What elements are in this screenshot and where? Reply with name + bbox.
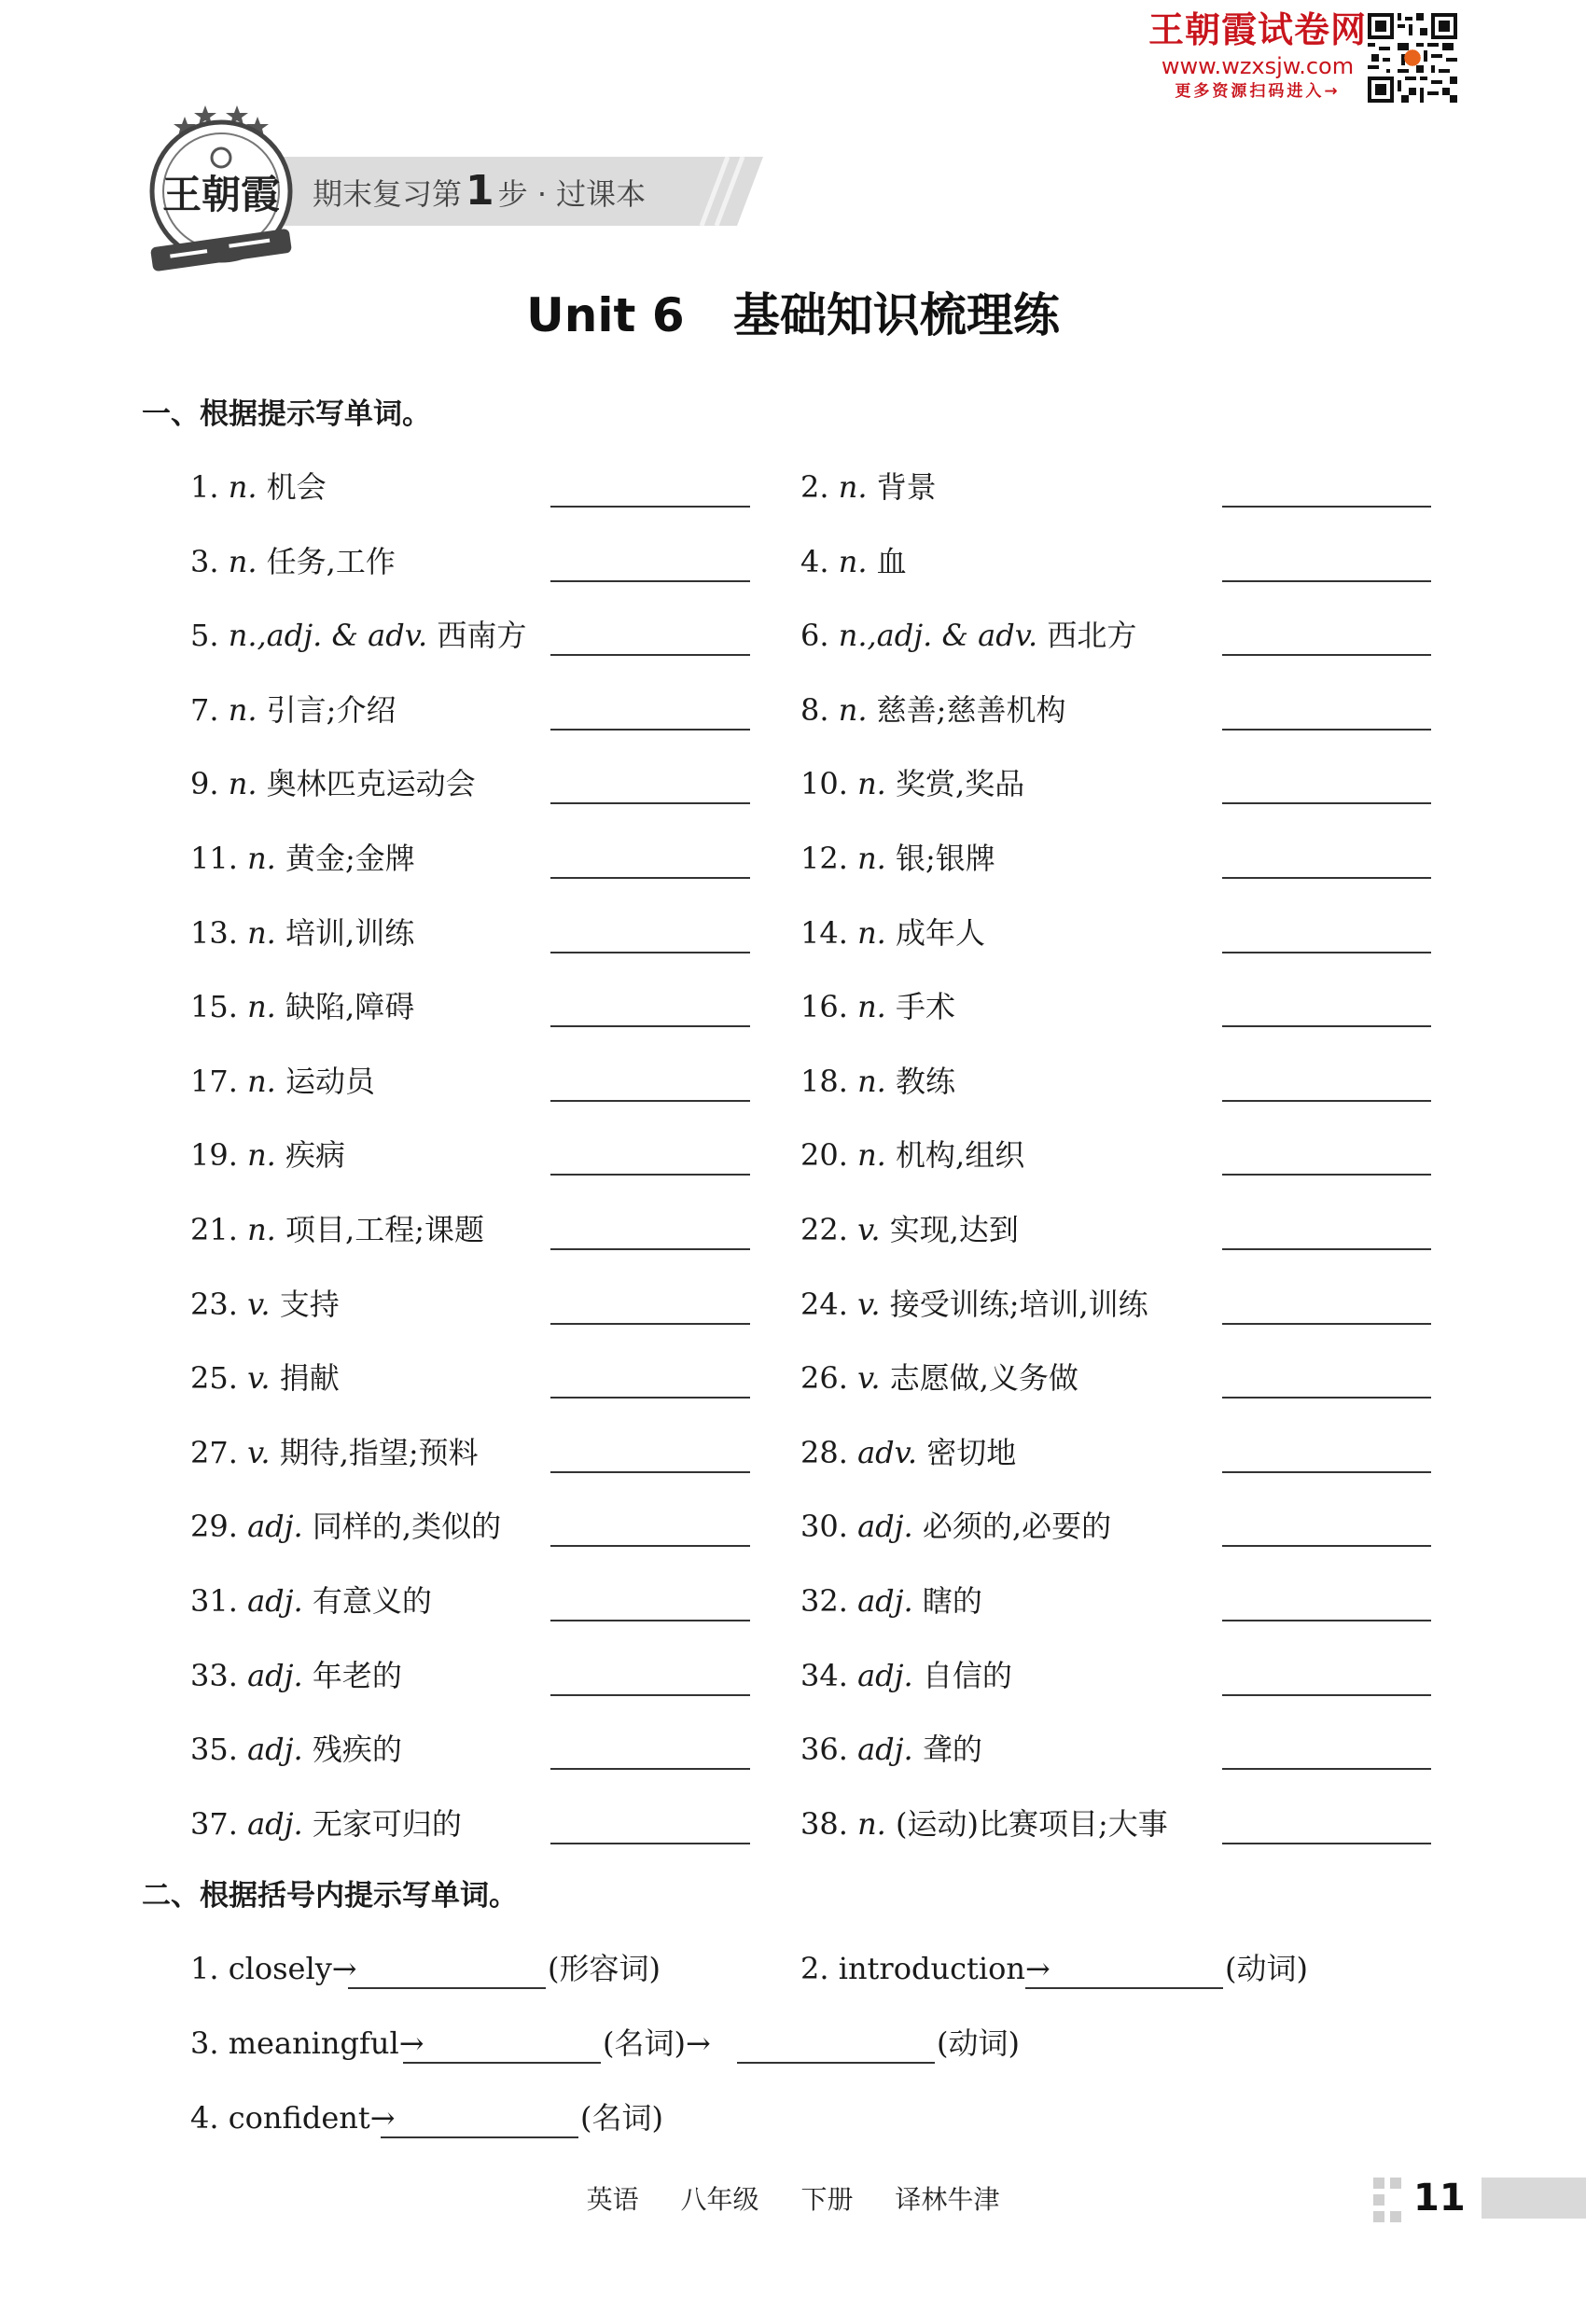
answer-blank[interactable] [1222, 630, 1431, 656]
item-meaning: 奖赏,奖品 [896, 766, 1025, 801]
answer-blank[interactable] [1222, 704, 1431, 731]
word-item [190, 1063, 375, 1100]
item-number: 34. [800, 1658, 848, 1693]
answer-blank[interactable] [1222, 1224, 1431, 1250]
item-number: 8. [800, 692, 829, 728]
answer-blank[interactable] [1222, 1818, 1431, 1844]
word-item [190, 1136, 345, 1174]
item-number: 29. [190, 1509, 238, 1544]
item-number: 9. [190, 766, 219, 801]
word-item [800, 1434, 1016, 1471]
word-item [190, 1508, 501, 1545]
item-number: 20. [800, 1137, 848, 1173]
word-item [800, 914, 985, 952]
brand-url: www.wzxsjw.com [1161, 53, 1355, 79]
item-number: 3. [190, 544, 219, 579]
answer-blank[interactable] [550, 630, 750, 656]
answer-blank[interactable] [550, 1149, 750, 1176]
item-meaning: 密切地 [926, 1435, 1017, 1470]
part-of-speech: n. [857, 841, 886, 876]
item-meaning: 年老的 [312, 1658, 402, 1693]
answer-blank[interactable] [550, 481, 750, 508]
item-number: 23. [190, 1287, 238, 1322]
item-number: 22. [800, 1212, 848, 1247]
answer-blank[interactable] [1222, 1149, 1431, 1176]
item-meaning: 支持 [279, 1287, 340, 1322]
item-number: 14. [800, 915, 848, 951]
page-deco [1390, 2211, 1401, 2222]
word-item [190, 1211, 484, 1248]
part-of-speech: n. [247, 989, 276, 1024]
section2-item-2: 2. introduction→ [800, 1951, 1050, 1986]
item-meaning: 奥林匹克运动会 [266, 766, 476, 801]
part-of-speech: v. [247, 1360, 271, 1396]
part-of-speech: n.,adj. & adv. [838, 618, 1038, 653]
part-of-speech: n. [857, 1806, 886, 1842]
part-of-speech: v. [247, 1435, 271, 1470]
answer-blank[interactable] [1222, 853, 1431, 879]
item-meaning: 引言;介绍 [266, 692, 396, 728]
word-item [800, 1582, 982, 1620]
answer-blank[interactable] [550, 927, 750, 953]
word-item [190, 988, 414, 1025]
section2-item-4-blank[interactable] [381, 2112, 578, 2138]
word-item [800, 765, 1024, 802]
section2-item-1-blank[interactable] [348, 1963, 546, 1989]
word-item [800, 1286, 1148, 1323]
part-of-speech: n. [228, 692, 257, 728]
item-meaning: 培训,训练 [285, 915, 415, 951]
word-item [800, 840, 995, 877]
part-of-speech: n. [228, 544, 257, 579]
answer-blank[interactable] [1222, 481, 1431, 508]
item-meaning: 西北方 [1047, 618, 1137, 653]
part-of-speech: adj. [857, 1509, 913, 1544]
item-meaning: 黄金;金牌 [285, 841, 415, 876]
item-meaning: 有意义的 [312, 1583, 432, 1619]
answer-blank[interactable] [1222, 778, 1431, 804]
item-number: 13. [190, 915, 238, 951]
footer-term: 下册 [800, 2184, 854, 2215]
part-of-speech: n. [247, 841, 276, 876]
item-meaning: 血 [876, 544, 907, 579]
word-item [800, 468, 937, 506]
answer-blank[interactable] [550, 1595, 750, 1621]
wangzhaoxia-logo [138, 98, 304, 275]
page-deco [1390, 2178, 1401, 2189]
item-meaning: 运动员 [285, 1064, 376, 1099]
word-item [190, 914, 414, 952]
item-number: 1. [190, 469, 219, 505]
section2-item-1: 1. closely→ [190, 1951, 357, 1986]
part-of-speech: n. [247, 915, 276, 951]
item-meaning: 聋的 [922, 1732, 982, 1767]
part-of-speech: n. [838, 692, 868, 728]
part-of-speech: adj. [247, 1509, 303, 1544]
part-of-speech: n. [247, 1212, 276, 1247]
page-deco [1373, 2211, 1384, 2222]
footer-info [0, 2179, 1586, 2217]
section2-item-2-blank[interactable] [1025, 1963, 1223, 1989]
item-number: 30. [800, 1509, 848, 1544]
part-of-speech: adv. [857, 1435, 918, 1470]
answer-blank[interactable] [1222, 1447, 1431, 1473]
answer-blank[interactable] [550, 704, 750, 731]
item-meaning: 西南方 [437, 618, 527, 653]
word-item [190, 1805, 462, 1843]
svg-text:王朝霞: 王朝霞 [161, 172, 281, 217]
banner-post: 步 · 过课本 [497, 176, 647, 212]
section2-item-3-hint-b: (动词) [937, 2025, 1020, 2061]
item-meaning: 缺陷,障碍 [285, 989, 415, 1024]
word-item [800, 988, 955, 1025]
answer-blank[interactable] [1222, 927, 1431, 953]
word-item [190, 840, 415, 877]
item-number: 31. [190, 1583, 238, 1619]
item-number: 11. [190, 841, 238, 876]
page-title: Unit 6 基础知识梳理练 [526, 288, 1060, 342]
page-number-bar [1482, 2178, 1586, 2219]
section2-item-1-hint: (形容词) [548, 1951, 661, 1986]
word-item [190, 1582, 432, 1620]
item-meaning: 期待,指望;预料 [279, 1435, 479, 1470]
item-meaning: 同样的,类似的 [312, 1509, 502, 1544]
section2-item-2-hint: (动词) [1225, 1951, 1308, 1986]
item-number: 16. [800, 989, 848, 1024]
word-item [800, 1063, 955, 1100]
word-item [190, 1434, 479, 1471]
answer-blank[interactable] [550, 1744, 750, 1770]
section1-heading: 一、根据提示写单词。 [142, 397, 431, 431]
item-number: 18. [800, 1064, 848, 1099]
answer-blank[interactable] [1222, 1076, 1431, 1102]
word-item [190, 1359, 340, 1397]
part-of-speech: adj. [247, 1658, 303, 1693]
item-number: 32. [800, 1583, 848, 1619]
section2-heading: 二、根据括号内提示写单词。 [142, 1879, 518, 1913]
word-item [190, 543, 396, 580]
part-of-speech: n. [857, 915, 886, 951]
item-number: 26. [800, 1360, 848, 1396]
item-meaning: 成年人 [896, 915, 986, 951]
item-number: 35. [190, 1732, 238, 1767]
answer-blank[interactable] [1222, 1670, 1431, 1696]
item-meaning: 教练 [896, 1064, 956, 1099]
section2-item-3-hint-a: (名词)→ [603, 2025, 711, 2061]
item-meaning: 实现,达到 [889, 1212, 1019, 1247]
answer-blank[interactable] [550, 556, 750, 582]
answer-blank[interactable] [550, 1670, 750, 1696]
part-of-speech: n. [857, 1064, 886, 1099]
answer-blank[interactable] [1222, 1744, 1431, 1770]
answer-blank[interactable] [550, 853, 750, 879]
word-item [800, 1359, 1078, 1397]
section2-item-3: 3. meaningful→ [190, 2025, 424, 2061]
part-of-speech: adj. [247, 1732, 303, 1767]
part-of-speech: adj. [857, 1583, 913, 1619]
item-number: 4. [800, 544, 829, 579]
word-item [190, 1657, 402, 1694]
item-number: 6. [800, 618, 829, 653]
answer-blank[interactable] [1222, 1001, 1431, 1027]
word-item [800, 1657, 1012, 1694]
section2-item-4-hint: (名词) [580, 2100, 663, 2136]
word-item [190, 468, 327, 506]
answer-blank[interactable] [550, 1372, 750, 1399]
item-number: 10. [800, 766, 848, 801]
word-item [800, 1136, 1024, 1174]
item-meaning: (运动)比赛项目;大事 [896, 1806, 1168, 1842]
item-number: 5. [190, 618, 219, 653]
item-meaning: 手术 [896, 989, 956, 1024]
item-meaning: 无家可归的 [312, 1806, 462, 1842]
part-of-speech: n. [857, 1137, 886, 1173]
part-of-speech: v. [857, 1360, 881, 1396]
item-number: 2. [800, 469, 829, 505]
item-number: 24. [800, 1287, 848, 1322]
item-meaning: 必须的,必要的 [922, 1509, 1112, 1544]
answer-blank[interactable] [1222, 1299, 1431, 1325]
answer-blank[interactable] [550, 1818, 750, 1844]
word-item [800, 691, 1065, 729]
item-meaning: 机会 [266, 469, 327, 505]
word-item [800, 617, 1136, 654]
page-deco [1373, 2178, 1384, 2189]
item-number: 38. [800, 1806, 848, 1842]
answer-blank[interactable] [1222, 1521, 1431, 1547]
word-item [800, 1731, 982, 1768]
word-item [190, 617, 526, 654]
qr-code-icon [1368, 13, 1457, 103]
part-of-speech: n. [857, 989, 886, 1024]
item-meaning: 银;银牌 [896, 841, 995, 876]
item-number: 37. [190, 1806, 238, 1842]
answer-blank[interactable] [550, 1521, 750, 1547]
answer-blank[interactable] [1222, 1595, 1431, 1621]
word-item [800, 1508, 1111, 1545]
item-meaning: 自信的 [922, 1658, 1012, 1693]
section2-item-4: 4. confident→ [190, 2100, 396, 2136]
answer-blank[interactable] [550, 1001, 750, 1027]
word-item [800, 543, 907, 580]
part-of-speech: n. [228, 766, 257, 801]
item-number: 27. [190, 1435, 238, 1470]
part-of-speech: n. [838, 469, 868, 505]
item-meaning: 慈善;慈善机构 [876, 692, 1066, 728]
item-meaning: 瞎的 [922, 1583, 982, 1619]
item-number: 19. [190, 1137, 238, 1173]
item-number: 36. [800, 1732, 848, 1767]
item-number: 25. [190, 1360, 238, 1396]
banner-label [313, 160, 646, 222]
item-number: 7. [190, 692, 219, 728]
answer-blank[interactable] [550, 1224, 750, 1250]
item-meaning: 志愿做,义务做 [889, 1360, 1078, 1396]
item-number: 28. [800, 1435, 848, 1470]
word-item [800, 1805, 1168, 1843]
item-meaning: 接受训练;培训,训练 [889, 1287, 1148, 1322]
banner-step-number: 1 [466, 167, 494, 215]
item-meaning: 背景 [876, 469, 937, 505]
item-number: 17. [190, 1064, 238, 1099]
word-item [800, 1211, 1019, 1248]
page-deco [1373, 2194, 1384, 2206]
word-item [190, 691, 396, 729]
footer-grade: 八年级 [680, 2184, 759, 2215]
answer-blank[interactable] [1222, 1372, 1431, 1399]
brand-tip: 更多资源扫码进入→ [1175, 82, 1341, 101]
answer-blank[interactable] [550, 778, 750, 804]
brand-block [1136, 7, 1379, 103]
answer-blank[interactable] [550, 1299, 750, 1325]
item-number: 33. [190, 1658, 238, 1693]
part-of-speech: n. [247, 1137, 276, 1173]
part-of-speech: n.,adj. & adv. [228, 618, 428, 653]
footer-subject: 英语 [586, 2184, 639, 2215]
item-meaning: 残疾的 [312, 1732, 402, 1767]
word-item [190, 1731, 402, 1768]
part-of-speech: n. [228, 469, 257, 505]
item-number: 15. [190, 989, 238, 1024]
item-meaning: 捐献 [279, 1360, 340, 1396]
part-of-speech: adj. [247, 1583, 303, 1619]
part-of-speech: v. [247, 1287, 271, 1322]
part-of-speech: v. [857, 1287, 881, 1322]
brand-name: 王朝霞试卷网 [1148, 9, 1367, 50]
item-number: 12. [800, 841, 848, 876]
answer-blank[interactable] [550, 1447, 750, 1473]
footer-edition: 译林牛津 [895, 2184, 1000, 2215]
section2-item-3-blank-b[interactable] [737, 2038, 935, 2064]
word-item [190, 1286, 340, 1323]
word-item [190, 765, 476, 802]
part-of-speech: n. [838, 544, 868, 579]
part-of-speech: adj. [247, 1806, 303, 1842]
section2-item-3-blank-a[interactable] [403, 2038, 601, 2064]
page-number: 11 [1413, 2177, 1466, 2220]
item-number: 21. [190, 1212, 238, 1247]
item-meaning: 项目,工程;课题 [285, 1212, 484, 1247]
item-meaning: 机构,组织 [896, 1137, 1025, 1173]
part-of-speech: adj. [857, 1732, 913, 1767]
part-of-speech: n. [857, 766, 886, 801]
banner-pre: 期末复习第 [313, 176, 463, 212]
answer-blank[interactable] [1222, 556, 1431, 582]
part-of-speech: n. [247, 1064, 276, 1099]
item-meaning: 任务,工作 [266, 544, 396, 579]
part-of-speech: v. [857, 1212, 881, 1247]
item-meaning: 疾病 [285, 1137, 346, 1173]
answer-blank[interactable] [550, 1076, 750, 1102]
part-of-speech: adj. [857, 1658, 913, 1693]
